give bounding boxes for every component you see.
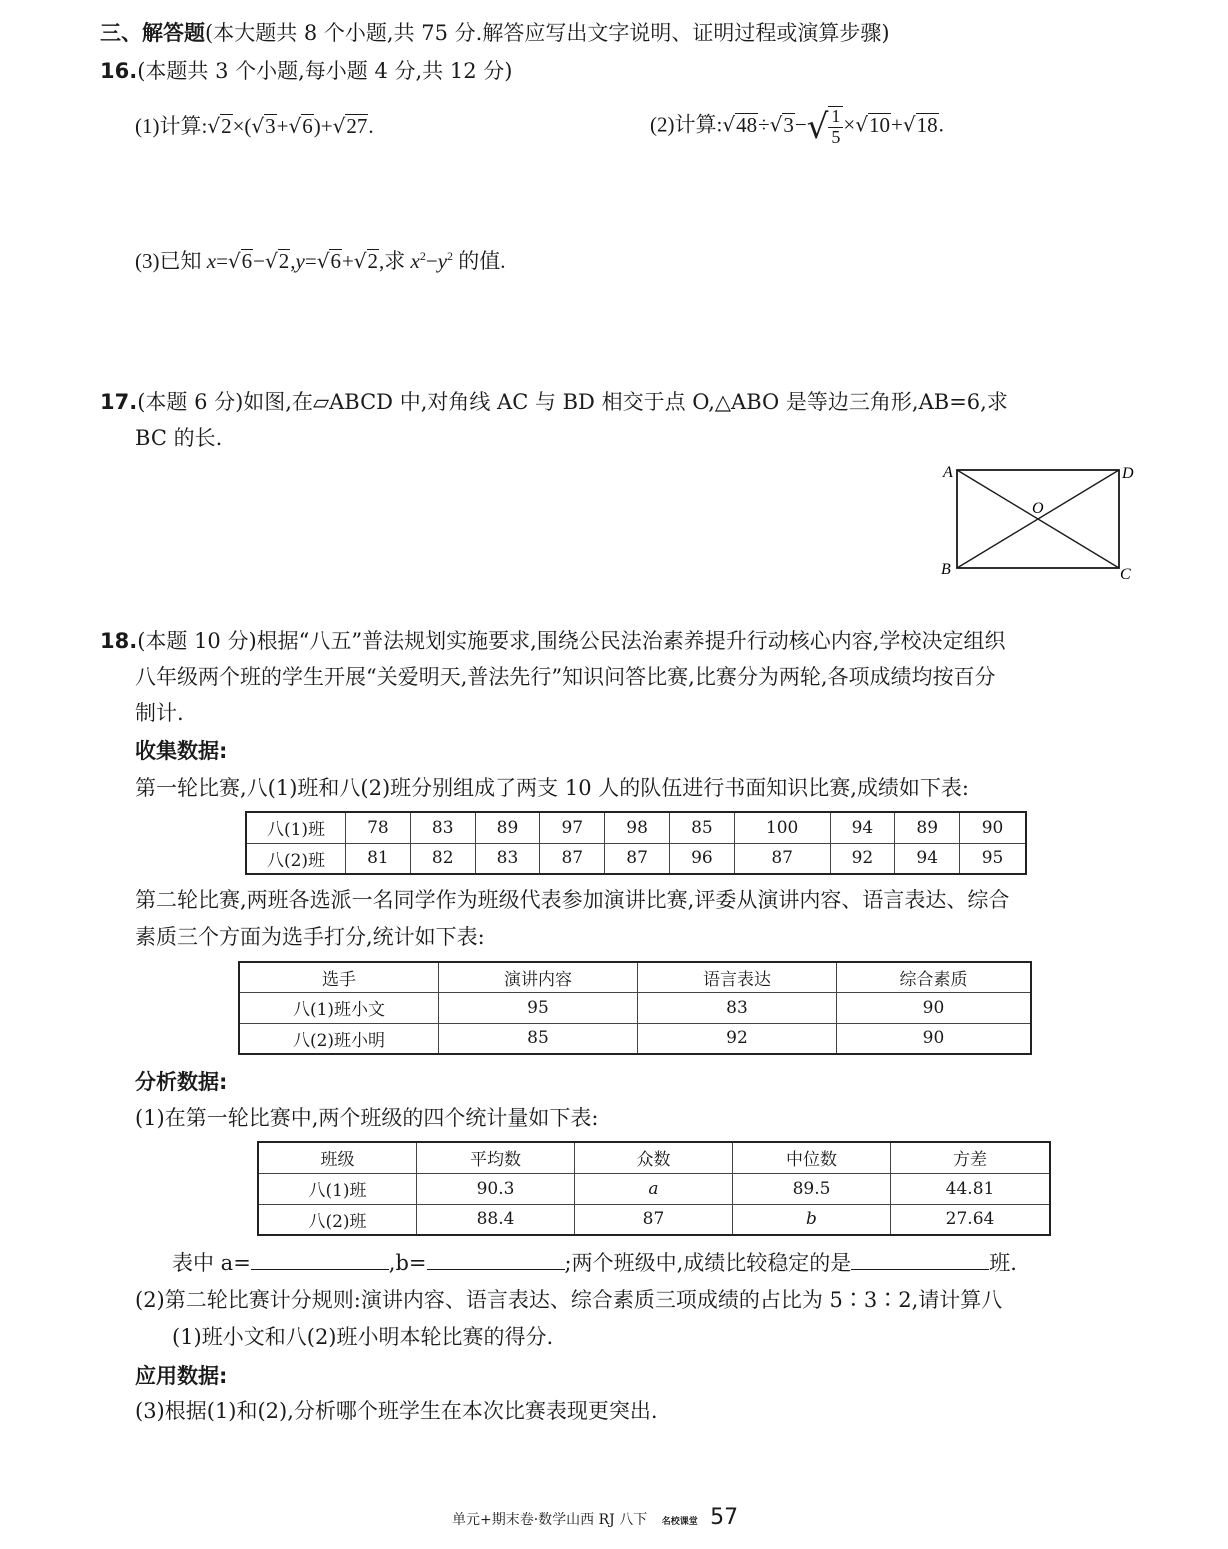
q16-number: 16. bbox=[100, 59, 138, 83]
apply-heading: 应用数据: bbox=[135, 1364, 228, 1388]
table-header-row: 班级 平均数 众数 中位数 方差 bbox=[258, 1142, 1050, 1173]
apply-3-text: (3)根据(1)和(2),分析哪个班学生在本次比赛表现更突出. bbox=[135, 1399, 658, 1423]
q17-number: 17. bbox=[100, 390, 138, 414]
q16-header-text: (本题共 3 个小题,每小题 4 分,共 12 分) bbox=[137, 59, 513, 83]
q16-part1: (1)计算:√2×(√3+√6)+√27. bbox=[135, 114, 374, 138]
brand-logo: 名校课堂 bbox=[661, 1517, 698, 1527]
page-number: 57 bbox=[710, 1505, 739, 1530]
blank-class[interactable] bbox=[851, 1269, 989, 1270]
q16-header bbox=[100, 56, 512, 86]
section-heading: 三、解答题 bbox=[100, 21, 205, 45]
q16-part2: (2)计算:√48÷√3−√ $\frac{1}{5}$ ×√10+√18. bbox=[650, 106, 944, 147]
round1-text: 第一轮比赛,八(1)班和八(2)班分别组成了两支 10 人的队伍进行书面知识比赛,成绩如下表: bbox=[135, 776, 969, 800]
q18-line1: 18.(本题 10 分)根据“八五”普法规划实施要求,围绕公民法治素养提升行动核心内容,学校决定组织 bbox=[100, 629, 1006, 653]
analyze-heading: 分析数据: bbox=[135, 1070, 228, 1094]
table-statistics bbox=[257, 1141, 1051, 1236]
label-c: C bbox=[1120, 566, 1131, 583]
table-row: 八(2)班小明 85 92 90 bbox=[239, 1023, 1031, 1054]
q18-number: 18. bbox=[100, 629, 138, 653]
table-row: 八(1)班 90.3 a 89.5 44.81 bbox=[258, 1173, 1050, 1204]
section-header bbox=[100, 18, 890, 48]
q16-part3: (3)已知 x=√6−√2,y=√6+√2,求 $x^2-y^2$ 的值. bbox=[135, 249, 506, 273]
fill-in-line: 表中 a= ,b= ;两个班级中,成绩比较稳定的是 班. bbox=[172, 1251, 1017, 1275]
table-round2 bbox=[238, 961, 1032, 1055]
q17-line2: BC 的长. bbox=[135, 426, 223, 450]
round2-line2: 素质三个方面为选手打分,统计如下表: bbox=[135, 925, 485, 949]
parallelogram-figure bbox=[935, 458, 1145, 588]
analyze-2-line2: (1)班小文和八(2)班小明本轮比赛的得分. bbox=[172, 1325, 554, 1349]
table-header-row: 选手 演讲内容 语言表达 综合素质 bbox=[239, 962, 1031, 992]
footer bbox=[452, 1506, 738, 1534]
section-note: (本大题共 8 个小题,共 75 分.解答应写出文字说明、证明过程或演算步骤) bbox=[205, 21, 890, 45]
q18-line2: 八年级两个班的学生开展“关爱明天,普法先行”知识问答比赛,比赛分为两轮,各项成绩均按百分 bbox=[135, 665, 996, 689]
label-o: O bbox=[1032, 500, 1044, 517]
q17-line1: 17.(本题 6 分)如图,在▱ABCD 中,对角线 AC 与 BD 相交于点 O,△ABO 是等边三角形,AB=6,求 bbox=[100, 390, 1008, 414]
blank-b[interactable] bbox=[427, 1269, 565, 1270]
table-row: 八(1)班小文 95 83 90 bbox=[239, 992, 1031, 1023]
table-row: 八(2)班 88.4 87 b 27.64 bbox=[258, 1204, 1050, 1235]
table-row: 八(1)班 78 83 89 97 98 85 100 94 89 90 bbox=[246, 812, 1026, 843]
label-b: B bbox=[941, 561, 951, 578]
q18-line3: 制计. bbox=[135, 701, 184, 725]
collect-heading: 收集数据: bbox=[135, 739, 228, 763]
blank-a[interactable] bbox=[251, 1269, 389, 1270]
table-round1 bbox=[245, 811, 1027, 875]
round2-line1: 第二轮比赛,两班各选派一名同学作为班级代表参加演讲比赛,评委从演讲内容、语言表达、综合 bbox=[135, 888, 1010, 912]
label-a: A bbox=[943, 464, 953, 481]
label-d: D bbox=[1122, 465, 1134, 482]
analyze-2-line1: (2)第二轮比赛计分规则:演讲内容、语言表达、综合素质三项成绩的占比为 5∶3∶2,请计算八 bbox=[135, 1288, 1003, 1312]
footer-text: 单元+期末卷·数学山西 RJ 八下 bbox=[452, 1512, 648, 1528]
table-row: 八(2)班 81 82 83 87 87 96 87 92 94 95 bbox=[246, 843, 1026, 874]
analyze-1-text: (1)在第一轮比赛中,两个班级的四个统计量如下表: bbox=[135, 1106, 599, 1130]
